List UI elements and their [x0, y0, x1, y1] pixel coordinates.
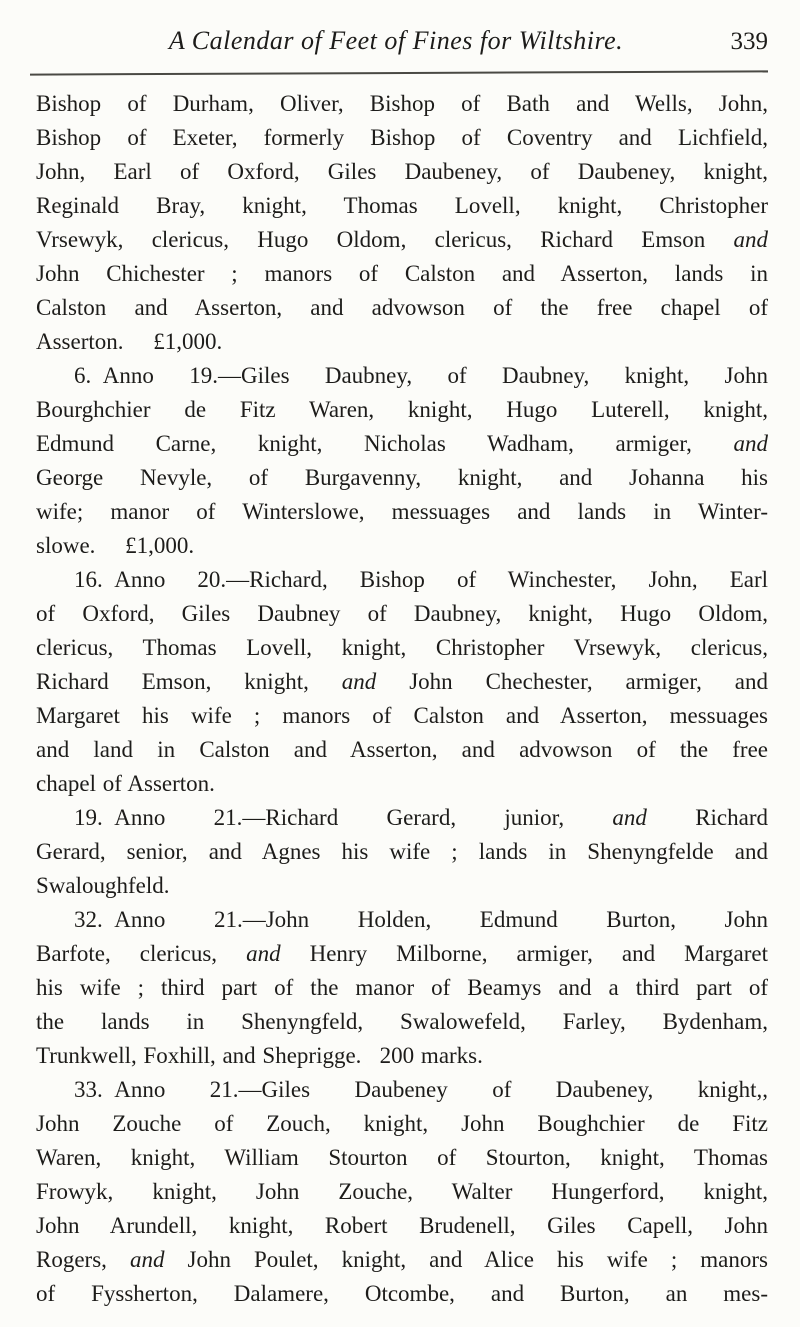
- text-segment: Bishop of Exeter, formerly Bishop of Coventry and Lichfield,: [36, 125, 768, 150]
- text-line: [36, 121, 768, 155]
- text-segment: Gerard, senior, and Agnes his wife ; lands in Shenyngfelde and: [36, 839, 768, 864]
- italic-text: and: [733, 227, 768, 252]
- text-segment: Asserton. £1,000.: [36, 329, 223, 354]
- text-segment: John, Earl of Oxford, Giles Daubeney, of Daubeney, knight,: [36, 159, 768, 184]
- text-segment: Barfote, clericus,: [36, 941, 247, 966]
- text-segment: Margaret his wife ; manors of Calston and Asserton, messuages: [36, 703, 768, 728]
- text-line: [36, 971, 768, 1005]
- text-line: [36, 1277, 768, 1311]
- text-segment: 32. Anno 21.—John Holden, Edmund Burton, John: [74, 907, 768, 932]
- text-line: [36, 87, 768, 121]
- text-line: [36, 665, 768, 699]
- running-title: A Calendar of Feet of Fines for Wiltshire.: [168, 26, 624, 55]
- text-segment: his wife ; third part of the manor of Beamys and a third part of: [36, 975, 768, 1000]
- page-body: [36, 87, 768, 1311]
- text-segment: John Chechester, armiger, and: [376, 669, 768, 694]
- text-segment: 19. Anno 21.—Richard Gerard, junior,: [74, 805, 613, 830]
- text-line: [36, 189, 768, 223]
- text-line: [36, 1005, 768, 1039]
- text-line: [36, 631, 768, 665]
- paragraph: [36, 563, 768, 801]
- text-segment: slowe. £1,000.: [36, 533, 195, 558]
- text-line: [36, 699, 768, 733]
- text-segment: Henry Milborne, armiger, and Margaret: [280, 941, 768, 966]
- paragraph: [36, 359, 768, 563]
- text-segment: Vrsewyk, clericus, Hugo Oldom, clericus, Richard Emson: [36, 227, 734, 252]
- text-line: [36, 733, 768, 767]
- paragraph: [36, 87, 768, 359]
- text-segment: Waren, knight, William Stourton of Stourton, knight, Thomas: [36, 1145, 768, 1170]
- text-segment: John Zouche of Zouch, knight, John Boughchier de Fitz: [36, 1111, 768, 1136]
- italic-text: and: [341, 669, 377, 694]
- italic-text: and: [246, 941, 281, 966]
- paragraph: [36, 1073, 768, 1311]
- text-segment: John Poulet, knight, and Alice his wife ; manors: [164, 1247, 768, 1272]
- text-segment: the lands in Shenyngfeld, Swalowefeld, Farley, Bydenham,: [36, 1009, 768, 1034]
- text-segment: Calston and Asserton, and advowson of the free chapel of: [36, 295, 768, 320]
- text-line: [36, 835, 768, 869]
- text-segment: 6. Anno 19.—Giles Daubney, of Daubney, knight, John: [74, 363, 768, 388]
- header-rule: [30, 70, 768, 75]
- text-segment: George Nevyle, of Burgavenny, knight, and Johanna his: [36, 465, 768, 490]
- text-segment: Bishop of Durham, Oliver, Bishop of Bath and Wells, John,: [36, 91, 768, 116]
- text-segment: Bourghchier de Fitz Waren, knight, Hugo Luterell, knight,: [36, 397, 768, 422]
- paragraph: [36, 801, 768, 903]
- text-segment: Trunkwell, Foxhill, and Sheprigge. 200 marks.: [36, 1043, 483, 1068]
- page-header: [36, 26, 768, 66]
- text-segment: wife; manor of Winterslowe, messuages and lands in Winter-: [36, 499, 768, 524]
- text-segment: Edmund Carne, knight, Nicholas Wadham, armiger,: [36, 431, 734, 456]
- text-segment: and land in Calston and Asserton, and advowson of the free: [36, 737, 768, 762]
- text-line: [36, 291, 768, 325]
- italic-text: and: [733, 431, 768, 456]
- text-line: [36, 359, 768, 393]
- text-line: [36, 1141, 768, 1175]
- text-segment: Rogers,: [36, 1247, 130, 1272]
- paragraph: [36, 903, 768, 1073]
- text-line: [36, 155, 768, 189]
- text-line: [36, 393, 768, 427]
- text-segment: Richard Emson, knight,: [36, 669, 342, 694]
- text-line: [36, 529, 768, 563]
- text-segment: 33. Anno 21.—Giles Daubeney of Daubeney, knight,,: [74, 1077, 768, 1102]
- text-line: [36, 1209, 768, 1243]
- text-line: [36, 1073, 768, 1107]
- text-line: [36, 223, 768, 257]
- text-segment: 16. Anno 20.—Richard, Bishop of Winchester, John, Earl: [74, 567, 768, 592]
- text-line: [36, 563, 768, 597]
- text-segment: clericus, Thomas Lovell, knight, Christopher Vrsewyk, clericus,: [36, 635, 768, 660]
- text-line: [36, 767, 768, 801]
- text-line: [36, 801, 768, 835]
- text-line: [36, 1243, 768, 1277]
- text-line: [36, 257, 768, 291]
- text-line: [36, 325, 768, 359]
- text-line: [36, 461, 768, 495]
- page-number: 339: [730, 28, 768, 55]
- text-segment: of Oxford, Giles Daubney of Daubney, knight, Hugo Oldom,: [36, 601, 768, 626]
- text-line: [36, 937, 768, 971]
- text-segment: John Arundell, knight, Robert Brudenell, Giles Capell, John: [36, 1213, 768, 1238]
- italic-text: and: [612, 805, 647, 830]
- text-segment: Frowyk, knight, John Zouche, Walter Hungerford, knight,: [36, 1179, 768, 1204]
- text-line: [36, 1175, 768, 1209]
- text-segment: chapel of Asserton.: [36, 771, 215, 796]
- text-line: [36, 1107, 768, 1141]
- text-segment: Richard: [646, 805, 768, 830]
- text-segment: of Fyssherton, Dalamere, Otcombe, and Burton, an mes-: [36, 1281, 768, 1306]
- text-line: [36, 427, 768, 461]
- text-segment: Reginald Bray, knight, Thomas Lovell, knight, Christopher: [36, 193, 768, 218]
- text-segment: John Chichester ; manors of Calston and Asserton, lands in: [36, 261, 768, 286]
- text-line: [36, 597, 768, 631]
- text-line: [36, 903, 768, 937]
- text-line: [36, 1039, 768, 1073]
- text-segment: Swaloughfeld.: [36, 873, 170, 898]
- italic-text: and: [129, 1247, 165, 1272]
- text-line: [36, 495, 768, 529]
- text-line: [36, 869, 768, 903]
